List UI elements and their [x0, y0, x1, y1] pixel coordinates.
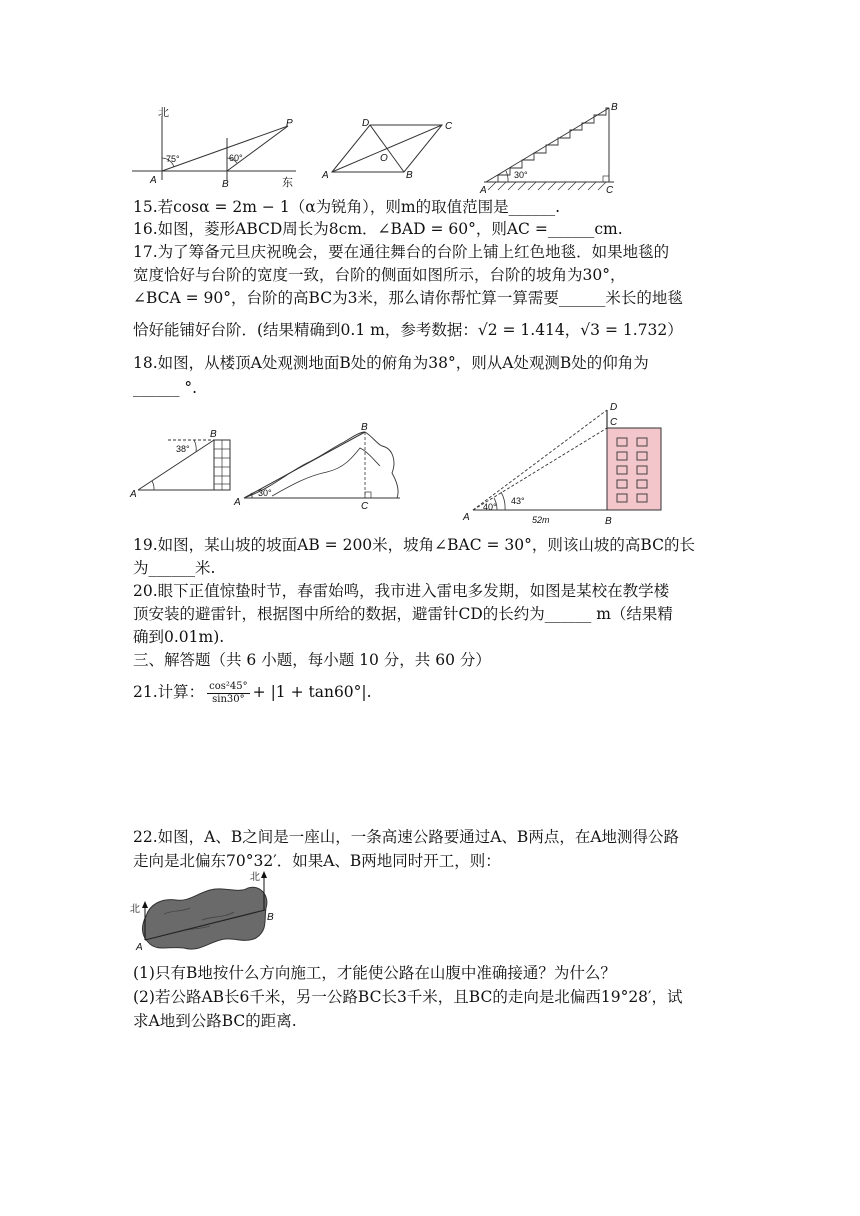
stairs-figure [478, 100, 628, 195]
question-17-line-2: 宽度恰好与台阶的宽度一致，台阶的侧面如图所示，台阶的坡角为30°， [133, 266, 626, 284]
distance-52m: 52m [532, 515, 550, 525]
question-17-line-3: ∠BCA = 90°，台阶的高BC为3米，那么请你帮忙算一算需要______米长的地毯 [133, 289, 683, 307]
label-B: B [222, 179, 229, 190]
question-21 [133, 678, 372, 706]
fraction-denominator: sin30° [212, 693, 245, 705]
label-north-b: 北 [250, 872, 260, 883]
label-A: A [480, 185, 487, 195]
label-C: C [445, 121, 453, 132]
label-D: D [610, 402, 618, 413]
label-D: D [362, 118, 370, 129]
label-north-a: 北 [130, 904, 140, 915]
lightning-rod-figure [455, 400, 675, 530]
angle-60: 60° [229, 153, 243, 163]
question-20-line-3: 确到0.01m). [133, 628, 225, 646]
question-15: 15.若cosα = 2m − 1（α为锐角），则m的取值范围是______. [133, 198, 561, 216]
question-19-line-1: 19.如图，某山坡的坡面AB = 200米，坡角∠BAC = 30°，则该山坡的高BC的长 [133, 536, 695, 554]
label-A: A [136, 942, 143, 953]
label-B: B [210, 429, 217, 440]
mountain-map-figure [128, 868, 278, 958]
angle-30: 30° [258, 488, 272, 498]
angle-75: 75° [166, 154, 180, 164]
label-B: B [361, 422, 368, 433]
label-east: 东 [282, 177, 293, 189]
question-22-line-1: 22.如图，A、B之间是一座山，一条高速公路要通过A、B两点，在A地测得公路 [133, 828, 680, 846]
label-A: A [150, 175, 157, 186]
question-21-prefix: 21.计算： [133, 683, 205, 701]
building-figure [128, 425, 238, 501]
fraction-numerator: cos²45° [209, 680, 248, 692]
question-17-line-4: 恰好能铺好台阶．(结果精确到0.1 m，参考数据：√2 = 1.414，√3 = 1.732） [133, 321, 683, 339]
label-B: B [605, 516, 612, 527]
label-A: A [463, 512, 470, 523]
question-22-part-2-line-1: (2)若公路AB长6千米，另一公路BC长3千米，且BC的走向是北偏西19°28′，试 [133, 988, 683, 1006]
label-B: B [267, 912, 274, 923]
angle-38: 38° [176, 444, 190, 454]
rhombus-figure [318, 110, 463, 182]
label-C: C [606, 185, 614, 195]
section-3-heading: 三、解答题（共 6 小题，每小题 10 分，共 60 分） [133, 651, 491, 669]
angle-40: 40° [483, 502, 497, 512]
angle-43: 43° [511, 496, 525, 506]
label-C: C [361, 501, 369, 510]
label-A: A [130, 489, 137, 500]
label-A: A [322, 170, 329, 181]
question-17-line-1: 17.为了筹备元旦庆祝晚会，要在通往舞台的台阶上铺上红色地毯．如果地毯的 [133, 243, 670, 261]
question-19-line-2: 为______米. [133, 559, 216, 577]
angle-30: 30° [514, 170, 528, 180]
label-north: 北 [158, 107, 169, 119]
label-C: C [610, 417, 618, 428]
direction-figure [130, 100, 310, 190]
question-18-line-1: 18.如图，从楼顶A处观测地面B处的俯角为38°，则从A处观测B处的仰角为 [133, 354, 649, 372]
question-20-line-1: 20.眼下正值惊蛰时节，春雷始鸣，我市进入雷电多发期，如图是某校在教学楼 [133, 582, 670, 600]
question-22-part-1: (1)只有B地按什么方向施工，才能使公路在山腹中准确接通？为什么？ [133, 964, 616, 982]
label-O: O [380, 153, 388, 164]
question-18-line-2: ______ °. [133, 379, 198, 397]
label-A: A [234, 497, 241, 508]
question-22-line-2: 走向是北偏东70°32′．如果A、B两地同时开工，则： [133, 852, 501, 870]
question-20-line-2: 顶安装的避雷针，根据图中所给的数据，避雷针CD的长约为______ m（结果精 [133, 605, 673, 623]
label-B: B [406, 170, 413, 181]
question-21-suffix: + |1 + tan60°|. [252, 683, 372, 701]
question-22-part-2-line-2: 求A地到公路BC的距离. [133, 1012, 297, 1030]
mountain-figure [232, 418, 412, 510]
label-P: P [286, 118, 293, 129]
label-B: B [611, 102, 618, 113]
question-16: 16.如图，菱形ABCD周长为8cm．∠BAD = 60°，则AC =______cm. [133, 220, 623, 238]
question-21-fraction [207, 681, 250, 706]
